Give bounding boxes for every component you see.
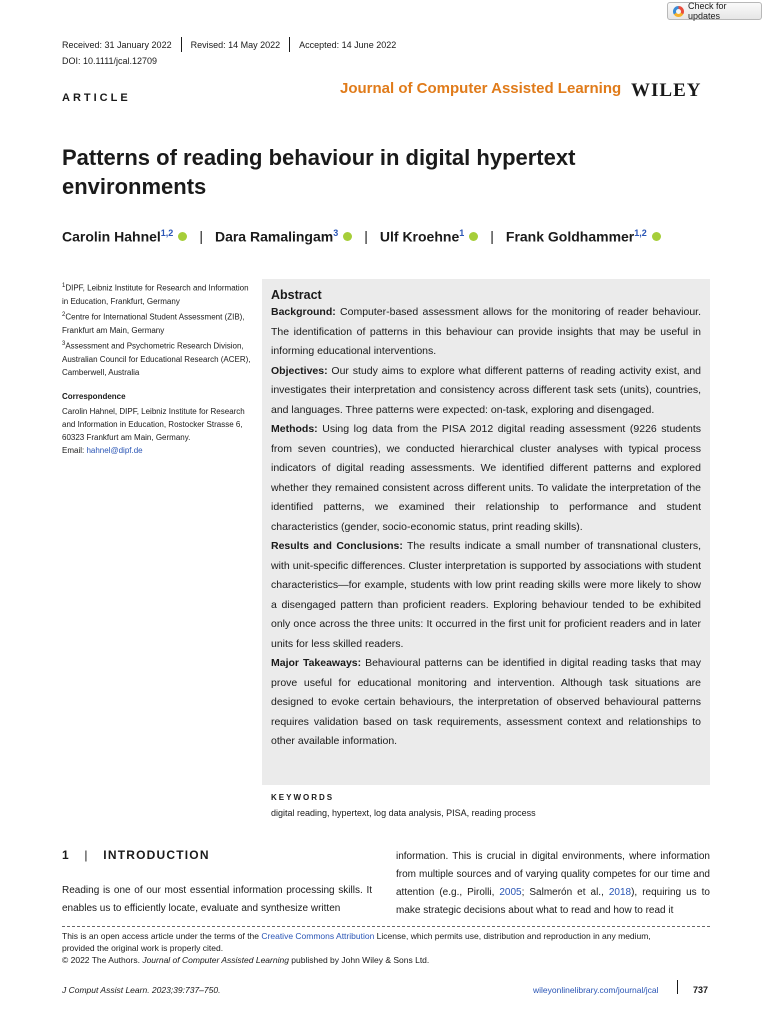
accepted-date: Accepted: 14 June 2022 xyxy=(299,40,397,50)
divider xyxy=(677,980,678,994)
author xyxy=(62,228,187,245)
citation-footer: J Comput Assist Learn. 2023;39:737–750. xyxy=(62,985,221,995)
publisher-logo: WILEY xyxy=(631,80,702,101)
section-label: Results and Conclusions: xyxy=(271,540,403,552)
journal-url-link[interactable]: wileyonlinelibrary.com/journal/jcal xyxy=(533,985,659,995)
section-number: 1 xyxy=(62,848,70,862)
citation-link[interactable]: 2018 xyxy=(608,887,632,898)
license-divider xyxy=(62,926,710,927)
license-notice xyxy=(62,930,710,966)
keywords-heading: KEYWORDS xyxy=(271,793,335,802)
author-affiliation-ref: 1 xyxy=(459,228,465,238)
abstract-heading: Abstract xyxy=(271,288,322,302)
orcid-icon[interactable] xyxy=(343,232,352,241)
author-affiliation-ref: 1,2 xyxy=(634,228,647,238)
keywords-list: digital reading, hypertext, log data analysis, PISA, reading process xyxy=(271,808,536,818)
author xyxy=(506,228,661,245)
correspondence-text: Carolin Hahnel, DIPF, Leibniz Institute for Research and Information in Education, Rostocker Strasse 6, 60323 Frankfurt am Main, Germany. xyxy=(62,407,245,442)
affiliation-number: 2 xyxy=(62,312,66,318)
correspondence-heading: Correspondence xyxy=(62,392,126,401)
intro-paragraph-right xyxy=(396,848,710,920)
check-for-updates-label: Check for updates xyxy=(688,1,727,21)
affiliation-number: 3 xyxy=(62,341,66,347)
intro-paragraph: Reading is one of our most essential information processing skills. It enables us to efficiently locate, evaluate and synthesize written xyxy=(62,885,372,914)
text: This is an open access article under the terms of the xyxy=(62,931,262,941)
abstract-section xyxy=(271,420,701,537)
text: License, which permits use, distribution and reproduction in any medium, xyxy=(374,931,651,941)
abstract xyxy=(271,287,701,752)
affiliation-number: 1 xyxy=(62,283,66,289)
author-name: Ulf Kroehne xyxy=(379,228,460,245)
affiliation xyxy=(62,309,252,337)
page-number: 737 xyxy=(693,985,709,995)
author-name: Dara Ramalingam xyxy=(214,228,334,245)
license-link[interactable]: Creative Commons Attribution xyxy=(261,931,375,941)
author-separator: | xyxy=(490,228,494,244)
author-affiliation-ref: 1,2 xyxy=(160,228,174,238)
orcid-icon[interactable] xyxy=(178,232,187,241)
affiliation xyxy=(62,280,252,308)
text: information. This is crucial in digital environments, where information from multiple sources and of varying quality competes for our time and attention (e.g., Pirolli, xyxy=(396,851,710,898)
abstract-section xyxy=(271,654,701,752)
section-text: The results indicate a small number of transnational clusters, with unit-specific differences. Cluster interpretation is supported by associations with student characteristics—for example, students with low print reading skills were more likely to show a disengaged pattern than proficient readers. Exploring behaviour tended to be exhibited only once across the three units: It occurred in the first unit for proficient readers and in later units for less skilled readers. xyxy=(271,540,701,650)
section-title: INTRODUCTION xyxy=(103,848,210,862)
correspondence-block xyxy=(62,405,252,457)
text: provided the original work is properly cited. xyxy=(62,943,224,953)
author xyxy=(215,228,352,245)
section-text: Computer-based assessment allows for the monitoring of reader behaviour. The identification of patterns in this behaviour can provide insights that may be useful in informing educational interventions. xyxy=(271,306,701,357)
crossmark-icon xyxy=(673,6,684,17)
orcid-icon[interactable] xyxy=(469,232,478,241)
dates-row xyxy=(62,40,405,52)
affiliation-text: DIPF, Leibniz Institute for Research and Information in Education, Frankfurt, Germany xyxy=(62,283,249,306)
text: ), requiring us to make strategic decisions about what to read and how to read it xyxy=(396,887,710,916)
affiliation-text: Assessment and Psychometric Research Division, Australian Council for Educational Research (ACER), Camberwell, Australia xyxy=(62,341,251,377)
email-link[interactable]: hahnel@dipf.de xyxy=(86,446,143,455)
text: ; Salmerón et al., xyxy=(521,887,609,898)
check-for-updates-button[interactable] xyxy=(667,2,762,20)
affiliation xyxy=(62,338,252,379)
author-name: Carolin Hahnel xyxy=(62,228,161,245)
author xyxy=(380,228,478,245)
section-label: Methods: xyxy=(271,423,318,435)
author-list xyxy=(62,228,661,245)
section-text: Our study aims to explore what different patterns of reading activity exist, and investigates their interpretation and consistency across different task sets (units), countries, and languages. Three patterns were expected: on-task, exploring and disengaged. xyxy=(271,364,701,416)
received-date: Received: 31 January 2022 xyxy=(62,40,172,50)
journal-name: Journal of Computer Assisted Learning xyxy=(340,80,622,97)
section-label: Background: xyxy=(271,306,336,318)
text: published by John Wiley & Sons Ltd. xyxy=(288,955,430,965)
abstract-section xyxy=(271,362,701,421)
text: © 2022 The Authors. xyxy=(62,955,143,965)
author-name: Frank Goldhammer xyxy=(505,228,635,245)
section-text: Behavioural patterns can be identified in digital reading tasks that may prove useful for educational monitoring and intervention. Although task situations are designed to evoke certain behaviours, the interpretation of observed behavioural patterns requires validation based on task requirements, assessment context and relationships to other available information. xyxy=(271,657,701,747)
section-text: Using log data from the PISA 2012 digital reading assessment (9226 students from seven countries), we conducted hierarchical cluster analyses with typical process indicators of digital reading assessments. We identified different patterns and explored whether they remained consistent across different units. To validate the interpretation of the identified patterns, we examined their relationship to performance and student characteristics (gender, socio-economic status, print reading skills). xyxy=(271,423,701,533)
journal-name-italic: Journal of Computer Assisted Learning xyxy=(142,955,289,965)
author-separator: | xyxy=(199,228,203,244)
paper-title: Patterns of reading behaviour in digital hypertext environments xyxy=(62,145,576,199)
doi: DOI: 10.1111/jcal.12709 xyxy=(62,56,158,66)
author-affiliation-ref: 3 xyxy=(333,228,339,238)
section-label: Objectives: xyxy=(271,364,328,377)
section-separator: | xyxy=(84,848,89,862)
email-label: Email: xyxy=(62,446,87,455)
abstract-section xyxy=(271,303,701,362)
section-heading xyxy=(62,848,210,862)
revised-date: Revised: 14 May 2022 xyxy=(190,40,281,50)
citation-link[interactable]: 2005 xyxy=(499,887,522,898)
affiliation-text: Centre for International Student Assessment (ZIB), Frankfurt am Main, Germany xyxy=(62,312,245,335)
section-label: Major Takeaways: xyxy=(271,657,362,669)
abstract-section xyxy=(271,537,701,654)
article-type: ARTICLE xyxy=(62,92,131,104)
author-separator: | xyxy=(364,228,368,244)
orcid-icon[interactable] xyxy=(652,232,661,241)
